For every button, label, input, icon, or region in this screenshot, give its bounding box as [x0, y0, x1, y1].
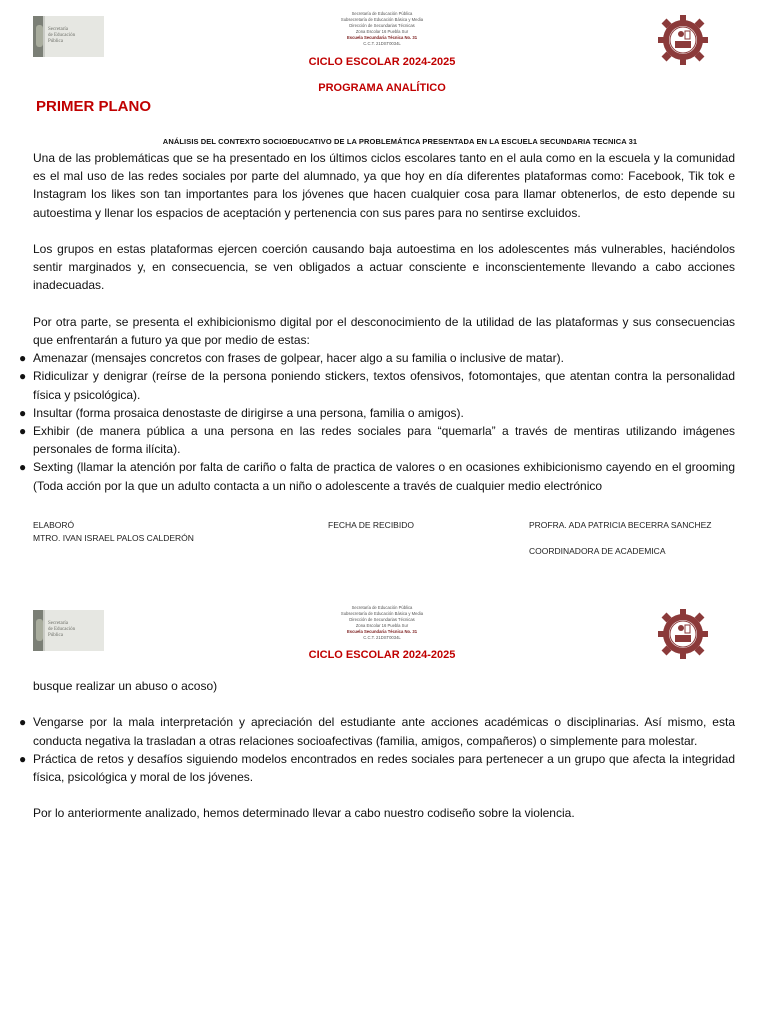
list-item: ● Amenazar (mensajes concretos con frases de golpear, hacer algo a su familia o inclusive de matar).	[33, 349, 735, 367]
sep-logo	[33, 610, 104, 651]
sep-emblem-icon	[36, 25, 43, 47]
list-item: ● Ridiculizar y denigrar (reírse de la persona poniendo stickers, textos ofensivos, fotomontajes, que atentan contra la personalidad física y psicológica).	[19, 369, 735, 402]
plan-heading: PRIMER PLANO	[36, 98, 152, 115]
sep-logo	[33, 16, 104, 57]
date-received-label: FECHA DE RECIBIDO	[328, 520, 414, 530]
bullet-icon: ●	[19, 424, 27, 439]
program-title: PROGRAMA ANALÍTICO	[318, 82, 446, 94]
bullet-icon: ●	[19, 405, 27, 420]
sep-emblem-icon	[36, 619, 43, 641]
header-institution-lines: Secretaría de Educación Pública Subsecretaría de Educación Básica y Media Dirección de Secundarias Técnicas Zona Escolar 16 Puebla Sur Escuela Secundaria Técnica No. 31 C.C.T. 21DST0034L	[340, 11, 424, 46]
list-item: ● Exhibir (de manera pública a una persona en las redes sociales para “quemarla” a través de mentiras utilizando imágenes personales de forma ilícita).	[19, 424, 735, 457]
bullet-list	[19, 349, 735, 495]
sep-logo-text: Secretaría de Educación Pública	[48, 27, 76, 44]
school-cycle-title: CICLO ESCOLAR 2024-2025	[308, 56, 456, 68]
paragraph: Por otra parte, se presenta el exhibicionismo digital por el desconocimiento de la utilidad de las plataformas y sus consecuencias que enfrentarán a futuro ya que por medio de estas:	[33, 314, 735, 347]
paragraph: busque realizar un abuso o acoso)	[33, 679, 218, 693]
body-text-continued	[19, 677, 735, 823]
bullet-list	[19, 713, 735, 786]
sep-logo-text: Secretaría de Educación Pública	[48, 621, 76, 638]
bullet-icon: ●	[19, 369, 27, 384]
school-gear-seal-icon	[656, 607, 710, 661]
header-institution-lines: Secretaría de Educación Pública Subsecretaría de Educación Básica y Media Dirección de Secundarias Técnicas Zona Escolar 16 Puebla Sur Escuela Secundaria Técnica No. 31 C.C.T. 21DST0034L	[340, 605, 424, 640]
made-by-block: ELABORÓ MTRO. IVAN ISRAEL PALOS CALDERÓN	[33, 520, 194, 543]
paragraph: Una de las problemáticas que se ha presentado en los últimos ciclos escolares tanto en el aula como en la escuela y la comunidad es el mal uso de las redes sociales por parte del alumnado, ya que hoy en día diferentes plataformas como: Facebook, Tik tok e Instagram los likes son tan importantes para los jóvenes que hacen cualquier cosa para llamar obtenerlos, de esto depende su autoestima y llenar los espacios de aceptación y pertenencia con sus pares para no sentirse excluidos.	[33, 151, 735, 220]
list-item: ● Práctica de retos y desafíos siguiendo modelos encontrados en redes sociales para pertenecer a un grupo que afecta la integridad física, psicológica y moral de los jóvenes.	[19, 751, 735, 784]
analysis-title: ANÁLISIS DEL CONTEXTO SOCIOEDUCATIVO DE LA PROBLEMÁTICA PRESENTADA EN LA ESCUELA SECUNDARIA TECNICA 31	[162, 137, 638, 146]
list-item: ● Sexting (llamar la atención por falta de cariño o falta de practica de valores o en ocasiones exhibicionismo cayendo en el grooming (Toda acción por la que un adulto contacta a un niño o adolescente a través de cualquier medio electrónico	[19, 460, 735, 493]
school-cycle-title: CICLO ESCOLAR 2024-2025	[308, 649, 456, 661]
bullet-icon: ●	[19, 351, 27, 366]
body-text	[19, 149, 735, 495]
school-gear-seal-icon	[656, 13, 710, 67]
paragraph: Los grupos en estas plataformas ejercen coerción causando baja autoestima en los adolescentes más vulnerables, haciéndolos sentir marginados y, en consecuencia, se ven obligados a actuar consciente e inconscientemente llevando a cabo acciones inadecuadas.	[33, 242, 735, 293]
list-item: ● Vengarse por la mala interpretación y apreciación del estudiante ante acciones académicas o disciplinarias. Así mismo, esta conducta negativa la trasladan a otras relaciones socioafectivas (familia, amigos, compañeros) o simplemente para molestar.	[19, 715, 735, 748]
coordinator-block: PROFRA. ADA PATRICIA BECERRA SANCHEZ COORDINADORA DE ACADEMICA	[529, 520, 712, 556]
paragraph: Por lo anteriormente analizado, hemos determinado llevar a cabo nuestro codiseño sobre la violencia.	[33, 806, 575, 821]
document-page-2	[0, 598, 768, 1024]
bullet-icon: ●	[19, 715, 27, 730]
bullet-icon: ●	[19, 460, 27, 475]
bullet-icon: ●	[19, 751, 27, 766]
list-item: ● Insultar (forma prosaica denostaste de dirigirse a una persona, familia o amigos).	[33, 404, 735, 422]
